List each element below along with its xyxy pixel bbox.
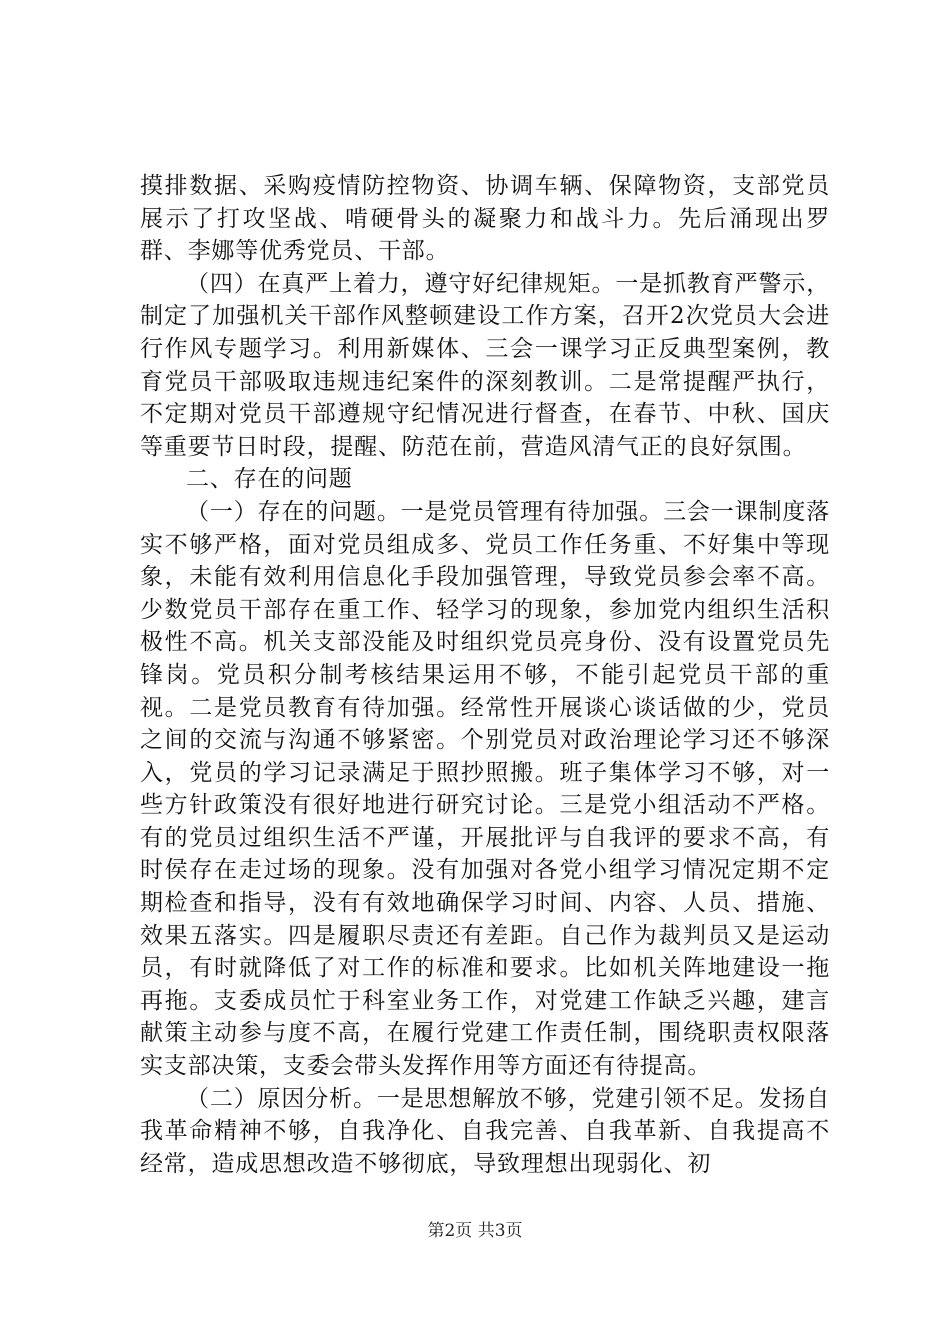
paragraph-continuation: 摸排数据、采购疫情防控物资、协调车辆、保障物资，支部党员展示了打攻坚战、啃硬骨头的凝聚力和战斗力。先后涌现出罗群、李娜等优秀党员、干部。: [140, 173, 830, 265]
page-footer: 第2页 共3页: [427, 1221, 523, 1241]
paragraph-section-four: （四）在真严上着力，遵守好纪律规矩。一是抓教育严警示，制定了加强机关干部作风整顿建设工作方案，召开2次党员大会进行作风专题学习。利用新媒体、三会一课学习正反典型案例，教育党员干部吸取违规违纪案件的深刻教训。二是常提醒严执行，不定期对党员干部遵规守纪情况进行督查，在春节、中秋、国庆等重要节日时段，提醒、防范在前，营造风清气正的良好氛围。: [140, 270, 830, 460]
paragraph-existing-problems: （一）存在的问题。一是党员管理有待加强。三会一课制度落实不够严格，面对党员组成多、党员工作任务重、不好集中等现象，未能有效利用信息化手段加强管理，导致党员参会率不高。少数党员干部存在重工作、轻学习的现象，参加党内组织生活积极性不高。机关支部没能及时组织党员亮身份、没有设置党员先锋岗。党员积分制考核结果运用不够，不能引起党员干部的重视。二是党员教育有待加强。经常性开展谈心谈话做的少，党员之间的交流与沟通不够紧密。个别党员对政治理论学习还不够深入，党员的学习记录满足于照抄照搬。班子集体学习不够，对一些方针政策没有很好地进行研究讨论。三是党小组活动不严格。有的党员过组织生活不严谨，开展批评与自我评的要求不高，有时侯存在走过场的现象。没有加强对各党小组学习情况定期不定期检查和指导，没有有效地确保学习时间、内容、人员、措施、效果五落实。四是履职尽责还有差距。自己作为裁判员又是运动员，有时就降低了对工作的标准和要求。比如机关阵地建设一拖再拖。支委成员忙于科室业务工作，对党建工作缺乏兴趣，建言献策主动参与度不高，在履行党建工作责任制，围绕职责权限落实支部决策，支委会带头发挥作用等方面还有待提高。: [140, 498, 830, 1080]
document-body: [140, 170, 830, 1180]
section-heading-problems: 二、存在的问题: [186, 466, 353, 493]
paragraph-cause-analysis: （二）原因分析。一是思想解放不够，党建引领不足。发扬自我革命精神不够，自我净化、自我完善、自我革新、自我提高不经常，造成思想改造不够彻底，导致理想出现弱化、初: [140, 1085, 830, 1177]
